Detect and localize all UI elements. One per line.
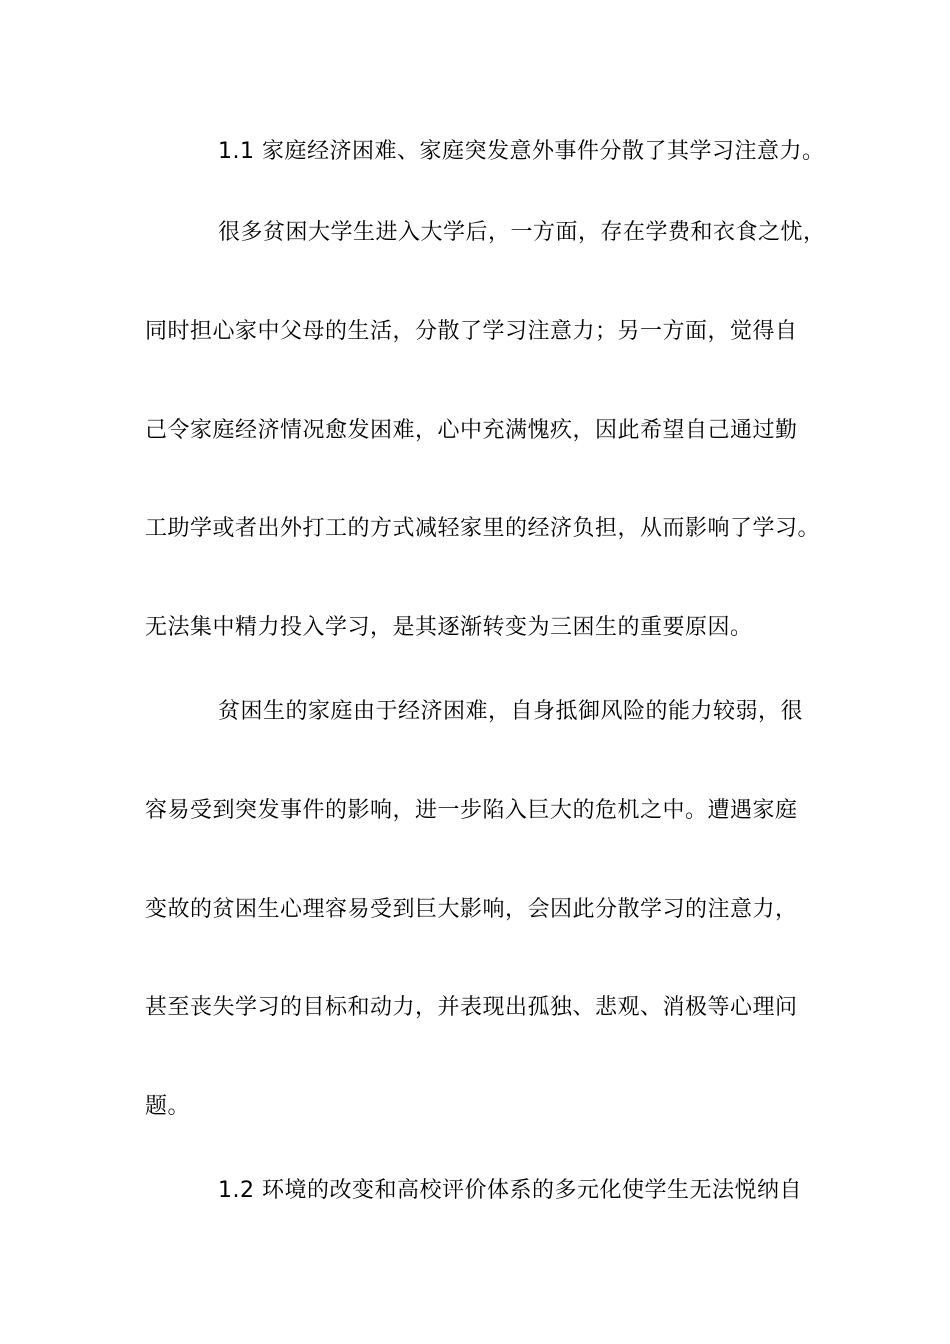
paragraph-line: 容易受到突发事件的影响，进一步陷入巨大的危机之中。遭遇家庭 [145,798,798,823]
paragraph-line: 甚至丧失学习的目标和动力，并表现出孤独、悲观、消极等心理问 [145,995,798,1020]
paragraph-line: 很多贫困大学生进入大学后，一方面，存在学费和衣食之忧， [218,220,826,245]
paragraph-line: 己令家庭经济情况愈发困难，心中充满愧疚，因此希望自己通过勤 [145,418,798,443]
section-heading-1-2: 1.2 环境的改变和高校评价体系的多元化使学生无法悦纳自 [218,1178,802,1203]
paragraph-line: 贫困生的家庭由于经济困难，自身抵御风险的能力较弱，很 [218,699,804,724]
paragraph-line: 题。 [145,1094,191,1119]
paragraph-line: 变故的贫困生心理容易受到巨大影响，会因此分散学习的注意力， [145,897,798,922]
paragraph-line: 同时担心家中父母的生活，分散了学习注意力；另一方面，觉得自 [145,319,798,344]
paragraph-line: 工助学或者出外打工的方式减轻家里的经济负担，从而影响了学习。 [145,516,821,541]
paragraph-line: 无法集中精力投入学习，是其逐渐转变为三困生的重要原因。 [145,615,753,640]
section-heading-1-1: 1.1 家庭经济困难、家庭突发意外事件分散了其学习注意力。 [218,139,825,164]
